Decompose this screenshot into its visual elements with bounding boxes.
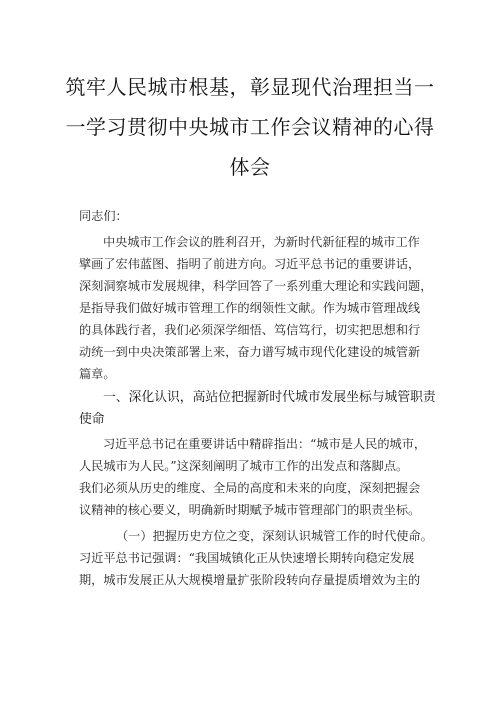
intro-line: 擘画了宏伟蓝图、指明了前进方向。习近平总书记的重要讲话， — [79, 257, 421, 271]
subsection-line: 期，城市发展正从大规模增量扩张阶段转向存量提质增效为主的 — [79, 573, 421, 587]
intro-line: 的具体践行者，我们必须深学细悟、笃信笃行，切实把思想和行 — [79, 323, 421, 337]
section-heading: 一、深化认识，高站位把握新时代城市发展坐标与城管职责 — [103, 390, 436, 405]
intro-line: 篇章。 — [79, 367, 116, 381]
subsection-line: 习近平总书记强调：“我国城镇化正从快速增长期转向稳定发展 — [79, 551, 415, 565]
document-title-line-2: 一学习贯彻中央城市工作会议精神的心得 — [65, 115, 435, 139]
intro-line: 深刻洞察城市发展规律，科学回答了一系列重大理论和实践问题， — [79, 279, 433, 293]
section-heading: 使命 — [79, 412, 105, 427]
salutation: 同志们： — [79, 209, 128, 223]
intro-line: 是指导我们做好城市管理工作的纲领性文献。作为城市管理战线 — [79, 301, 421, 315]
section-line: 人民城市为人民。”这深刻阐明了城市工作的出发点和落脚点。 — [79, 459, 409, 473]
section-line: 议精神的核心要义，明确新时期赋予城市管理部门的职责坐标。 — [79, 503, 421, 517]
subsection-line: （一）把握历史方位之变，深刻认识城管工作的时代使命。 — [116, 529, 433, 543]
document-title-line-1: 筑牢人民城市根基，彰显现代治理担当一 — [65, 75, 435, 99]
section-line: 我们必须从历史的维度、全局的高度和未来的向度，深刻把握会 — [79, 481, 421, 495]
document-title-line-3: 体会 — [229, 155, 271, 179]
section-line: 习近平总书记在重要讲话中精辟指出：“城市是人民的城市， — [103, 437, 427, 451]
intro-line: 中央城市工作会议的胜利召开，为新时代新征程的城市工作 — [103, 235, 420, 249]
intro-line: 动统一到中央决策部署上来，奋力谱写城市现代化建设的城管新 — [79, 345, 421, 359]
